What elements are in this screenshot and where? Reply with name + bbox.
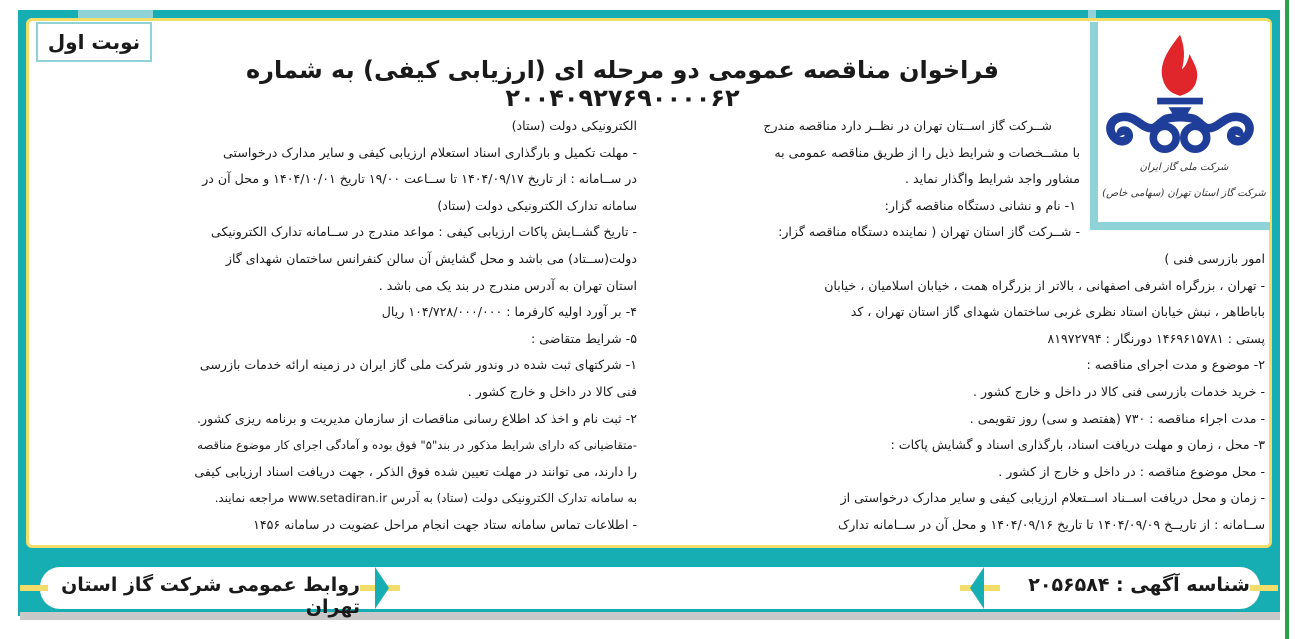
text-line: - خرید خدمات بازرسی فنی کالا در داخل و خارج کشور . (972, 383, 1265, 399)
text-line: - محل موضوع مناقصه : در داخل و خارج از کشور . (998, 463, 1265, 479)
footer-chevron (970, 567, 984, 609)
text-line: فنی کالا در داخل و خارج کشور . (467, 383, 637, 399)
ad-id: شناسه آگهی : ۲۰۵۶۵۸۴ (1028, 574, 1250, 596)
round-badge: نوبت اول (36, 22, 152, 62)
text-line: امور بازرسی فنی ) (1164, 251, 1265, 266)
right-column-top (645, 113, 1080, 246)
text-line: دولت(ســتاد) می باشد و محل گشایش آن سالن کنفرانس ساختمان شهدای گاز (225, 250, 637, 266)
text-line: ۱- شرکتهای ثبت شده در وندور شرکت ملی گاز ایران در زمینه ارائه خدمات بازرسی (199, 357, 637, 373)
text-line: ۱- نام و نشانی دستگاه مناقصه گزار: (884, 197, 1076, 213)
text-line: در ســامانه : از تاریخ ۱۴۰۴/۰۹/۱۷ تا ســاعت ۱۹/۰۰ تاریخ ۱۴۰۴/۱۰/۰۱ و محل آن در (202, 171, 637, 187)
text-line: -متقاضیانی که دارای شرایط مذکور در بند"۵" فوق بوده و آمادگی اجرای کار موضوع مناقصه (197, 438, 637, 453)
text-line: الکترونیکی دولت (ستاد) (511, 118, 637, 133)
text-line: - شــرکت گاز استان تهران ( نماینده دستگاه مناقصه گزار: (778, 224, 1080, 240)
text-line: - تاریخ گشــایش پاکات ارزیابی کیفی : مواعد مندرج در ســامانه تدارک الکترونیکی (211, 224, 637, 240)
text-line: را دارند، می توانند در مهلت تعیین شده فوق الذکر ، جهت دریافت اسناد ارزیابی کیفی (194, 463, 637, 479)
footer-chevron (375, 567, 389, 609)
nigc-logo (1090, 22, 1270, 230)
text-line: - مهلت تکمیل و بارگذاری اسناد استعلام ارزیابی کیفی و سایر مدارک درخواستی (223, 144, 637, 160)
text-line: ۲- ثبت نام و اخذ کد اطلاع رسانی مناقصات از سازمان مدیریت و برنامه ریزی کشور. (197, 410, 637, 426)
text-line: باباطاهر ، نبش خیابان استاد نظری غربی ساختمان شهدای گاز استان تهران ، کد (850, 304, 1265, 320)
text-line: مشاور واجد شرایط واگذار نماید . (905, 171, 1080, 187)
text-line: ۲- موضوع و مدت اجرای مناقصه : (1086, 357, 1265, 373)
text-line: ۳- محل ، زمان و مهلت دریافت اسناد، بارگذاری اسناد و گشایش پاکات : (890, 437, 1265, 453)
footer-stripe (20, 585, 48, 591)
text-line: - مدت اجراء مناقصه : ۷۳۰ (هفتصد و سی) روز تقویمی . (969, 410, 1265, 426)
right-column-bottom (645, 246, 1265, 539)
left-column (42, 113, 637, 539)
text-line: سامانه تدارک الکترونیکی دولت (ستاد) (437, 197, 637, 213)
logo-caption-nigc: شرکت ملی گاز ایران (1139, 162, 1229, 173)
page-edge-strip (1285, 0, 1289, 639)
text-line: - اطلاعات تماس سامانه ستاد جهت انجام مراحل عضویت در سامانه ۱۴۵۶ (253, 516, 637, 532)
text-line: با مشــخصات و شرایط ذیل را از طریق مناقصه عمومی به (774, 144, 1080, 160)
text-line: شــرکت گاز اســتان تهران در نظــر دارد مناقصه مندرج (763, 118, 1052, 133)
text-line: به سامانه تدارک الکترونیکی دولت (ستاد) به آدرس www.setadiran.ir مراجعه نمایند. (214, 491, 637, 506)
publisher-name: روابط عمومی شرکت گاز استان تهران (61, 574, 360, 618)
page-title: فراخوان مناقصه عمومی دو مرحله ای (ارزیابی کیفی) به شماره ۲۰۰۴۰۹۲۷۶۹۰۰۰۰۶۲ (246, 56, 999, 112)
text-line: پستی : ۱۴۶۹۶۱۵۷۸۱ دورنگار : ۸۱۹۷۲۷۹۴ (1047, 330, 1265, 346)
text-line: ســامانه : از تاریــخ ۱۴۰۴/۰۹/۰۹ تا تاریخ ۱۴۰۴/۰۹/۱۶ و محل آن در ســامانه تدارک (837, 516, 1265, 532)
text-line: ۵- شرایط متقاضی : (531, 330, 637, 346)
logo-caption-company: شرکت گاز استان تهران (سهامی خاص) (1102, 188, 1266, 199)
gas-flame-logo-icon (1098, 22, 1262, 162)
text-line: - زمان و محل دریافت اســناد اســتعلام ارزیابی کیفی و سایر مدارک درخواستی از (840, 490, 1265, 506)
text-line: ۴- بر آورد اولیه کارفرما : ۱۰۴/۷۲۸/۰۰۰/۰۰۰ ریال (381, 304, 637, 320)
footer-stripe (1250, 585, 1278, 591)
text-line: - تهران ، بزرگراه اشرفی اصفهانی ، بالاتر از بزرگراه همت ، خیابان اسلامیان ، خیابان (824, 277, 1265, 293)
text-line: استان تهران به آدرس مندرج در بند یک می باشد . (378, 277, 637, 293)
